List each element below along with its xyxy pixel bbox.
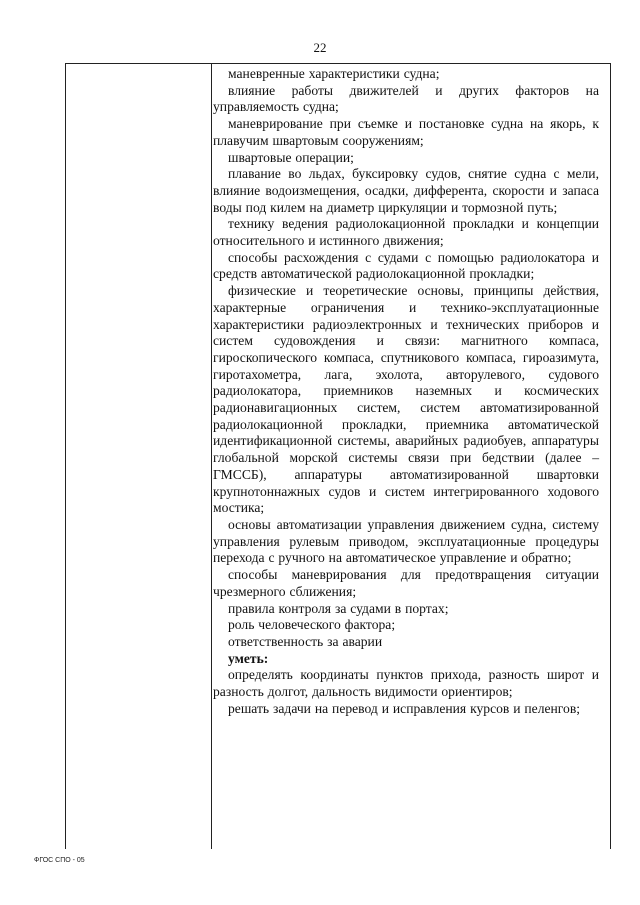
paragraph: ответственность за аварии	[228, 633, 383, 649]
paragraph: маневрирование при съемке и постановке судна на якорь, к плавучим швартовым сооружениям;	[213, 116, 599, 148]
table-cell-content	[213, 66, 599, 717]
content-table	[65, 63, 611, 849]
column-divider	[211, 64, 212, 849]
paragraph: определять координаты пунктов прихода, разность широт и разность долгот, дальность видимости ориентиров;	[213, 667, 599, 700]
paragraph: основы автоматизации управления движением судна, систему управления рулевым приводом, эксплуатационные процедуры перехода с ручного на автоматическое управление и обратно;	[213, 516, 599, 566]
paragraph: решать задачи на перевод и исправления курсов и пеленгов;	[228, 700, 581, 716]
page-number: 22	[313, 40, 327, 55]
paragraph: правила контроля за судами в портах;	[228, 600, 449, 616]
footer-label: ФГОС СПО - 05	[34, 857, 85, 864]
paragraph: способы маневрирования для предотвращения ситуации чрезмерного сближения;	[213, 567, 599, 599]
paragraph: маневренные характеристики судна;	[228, 66, 440, 81]
paragraph: роль человеческого фактора;	[228, 617, 396, 633]
paragraph: плавание во льдах, буксировку судов, снятие судна с мели, влияние водоизмещения, осадки, дифферента, скорости и запаса воды под килем на диаметр циркуляции и тормозной путь;	[213, 166, 599, 215]
section-heading: уметь:	[228, 650, 269, 666]
paragraph: швартовые операции;	[228, 149, 354, 165]
paragraph: способы расхождения с судами с помощью радиолокатора и средств автоматической радиолокационной прокладки;	[213, 249, 599, 282]
paragraph: влияние работы движителей и других факторов на управляемость судна;	[213, 82, 599, 115]
paragraph: физические и теоретические основы, принципы действия, характерные ограничения и технико-эксплуатационные характеристики радиоэлектронных и технических приборов и систем судовождения и связи: магнитного компаса, гироскопического компаса, спутникового компаса, гироазимута, гиротахометра, лага, эхолота, авторулевого, судового радиолокатора, приемников наземных и космических радионавигационных систем, систем автоматизированной радиолокационной прокладки, приемника автоматической идентификационной системы, аварийных радиобуев, аппаратуры глобальной морской системы связи при бедствии (далее – ГМССБ), аппаратуры автоматизированной швартовки крупнотоннажных судов и систем интегрированного ходового мостика;	[213, 283, 599, 516]
paragraph: технику ведения радиолокационной прокладки и концепции относительного и истинного движения;	[213, 216, 599, 249]
